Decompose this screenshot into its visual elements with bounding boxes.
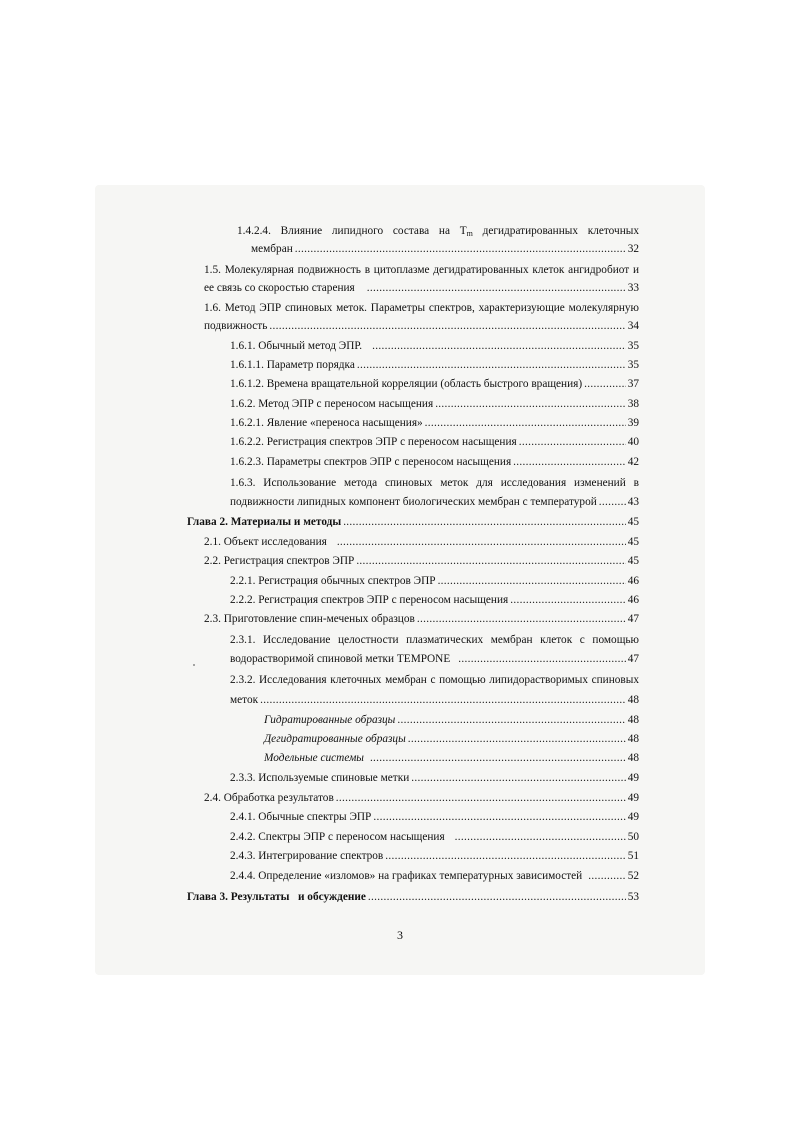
- toc-leader-dots: [385, 850, 625, 863]
- toc-entry-title: Гидратированные образцы: [264, 714, 396, 726]
- toc-entry-2-4-2[interactable]: [230, 831, 639, 844]
- toc-leader-dots: [438, 575, 626, 588]
- toc-entry-1-6-1-1[interactable]: [230, 359, 639, 372]
- toc-leader-dots: [510, 594, 625, 607]
- toc-page-number: 46: [627, 575, 639, 587]
- toc-leader-dots: [397, 714, 625, 727]
- toc-entry-title: Дегидратированные образцы: [264, 733, 406, 745]
- toc-entry-2-3-2[interactable]: [230, 674, 639, 687]
- toc-entry-text: 1.6.3. Использование метода спиновых меток для исследования изменений в: [230, 477, 639, 489]
- toc-entry-1-6-2-1[interactable]: [230, 417, 639, 430]
- toc-entry-hydrated-samples[interactable]: [264, 714, 639, 727]
- toc-page-number: 45: [627, 536, 639, 548]
- toc-entry-title: 1.6.1.2. Времена вращательной корреляции (область быстрого вращения): [230, 378, 583, 390]
- toc-page-number: 34: [627, 320, 639, 332]
- toc-page-number: 48: [627, 694, 639, 706]
- toc-entry-title: 2.2.1. Регистрация обычных спектров ЭПР: [230, 575, 436, 587]
- page-number: 3: [397, 928, 403, 942]
- toc-page-number: 45: [627, 516, 639, 528]
- toc-page-number: 49: [627, 792, 639, 804]
- toc-page-number: 51: [627, 850, 639, 862]
- toc-entry-title: 2.2. Регистрация спектров ЭПР: [204, 555, 355, 567]
- toc-entry-title: 2.4.1. Обычные спектры ЭПР: [230, 811, 372, 823]
- toc-page-number: 48: [627, 752, 639, 764]
- toc-entry-1-6-3[interactable]: [230, 477, 639, 490]
- toc-leader-dots: [417, 613, 626, 626]
- toc-leader-dots: [519, 436, 626, 449]
- toc-entry-title: 1.6.1.1. Параметр порядка: [230, 359, 355, 371]
- toc-entry-2-3-3[interactable]: [230, 772, 639, 785]
- toc-page-number: 48: [627, 733, 639, 745]
- toc-entry-text: 1.4.2.4. Влияние липидного состава на T: [237, 225, 467, 237]
- toc-entry-2-3-2-cont[interactable]: [230, 694, 639, 707]
- toc-entry-2-2-2[interactable]: [230, 594, 639, 607]
- toc-entry-title: 1.6.1. Обычный метод ЭПР.: [230, 340, 363, 352]
- toc-entry-1-5-cont[interactable]: [204, 282, 639, 295]
- toc-leader-dots: [599, 496, 626, 509]
- toc-page-number: 53: [627, 891, 639, 903]
- toc-page-number: 38: [627, 398, 639, 410]
- toc-leader-dots: [367, 282, 626, 295]
- toc-entry-text: 2.3.1. Исследование целостности плазматических мембран клеток с помощью: [230, 634, 639, 646]
- toc-page-number: 42: [627, 456, 639, 468]
- toc-entry-text: 1.6. Метод ЭПР спиновых меток. Параметры спектров, характеризующие молекулярную: [204, 302, 639, 314]
- toc-page-number: 40: [627, 436, 639, 448]
- toc-entry-text-end: дегидратированных клеточных: [472, 225, 639, 237]
- toc-page-number: 52: [627, 870, 639, 882]
- toc-entry-text: 2.3.2. Исследования клеточных мембран с помощью липидорастворимых спиновых: [230, 674, 639, 686]
- toc-page-number: 47: [627, 653, 639, 665]
- toc-entry-title: 2.3. Приготовление спин-меченых образцов: [204, 613, 415, 625]
- toc-entry-1-4-2-4-cont[interactable]: [251, 243, 639, 256]
- toc-page-number: 49: [627, 811, 639, 823]
- toc-entry-title: 1.6.2. Метод ЭПР с переносом насыщения: [230, 398, 434, 410]
- toc-entry-title: 2.3.3. Используемые спиновые метки: [230, 772, 410, 784]
- toc-leader-dots: [584, 378, 626, 391]
- toc-entry-2-4-3[interactable]: [230, 850, 639, 863]
- toc-entry-2-4-1[interactable]: [230, 811, 639, 824]
- toc-entry-1-6-2-2[interactable]: [230, 436, 639, 449]
- toc-page-number: 33: [627, 282, 639, 294]
- toc-leader-dots: [357, 359, 626, 372]
- toc-leader-dots: [513, 456, 626, 469]
- toc-entry-title: 2.4.3. Интегрирование спектров: [230, 850, 384, 862]
- toc-page-number: 45: [627, 555, 639, 567]
- toc-leader-dots: [435, 398, 626, 411]
- toc-entry-title: 2.4. Обработка результатов: [204, 792, 334, 804]
- toc-leader-dots: [372, 340, 626, 353]
- toc-entry-1-6-cont[interactable]: [204, 320, 639, 333]
- toc-leader-dots: [269, 320, 625, 333]
- toc-entry-title: 2.4.4. Определение «изломов» на графиках температурных зависимостей: [230, 870, 583, 882]
- toc-entry-2-3-1-cont[interactable]: [230, 653, 639, 666]
- toc-leader-dots: [370, 752, 626, 765]
- toc-page-number: 47: [627, 613, 639, 625]
- toc-entry-2-4-4[interactable]: [230, 870, 639, 883]
- toc-leader-dots: [356, 555, 625, 568]
- toc-entry-title: мембран: [251, 243, 293, 255]
- toc-entry-1-6-1[interactable]: [230, 340, 639, 353]
- toc-leader-dots: [588, 870, 625, 883]
- toc-entry-title: водорастворимой спиновой метки TEMPONE: [230, 653, 451, 665]
- toc-entry-1-6-2[interactable]: [230, 398, 639, 411]
- toc-entry-title: подвижности липидных компонент биологических мембран с температурой: [230, 496, 597, 508]
- toc-page-number: 49: [627, 772, 639, 784]
- toc-leader-dots: [458, 653, 625, 666]
- toc-leader-dots: [425, 417, 626, 430]
- toc-page-number: 43: [627, 496, 639, 508]
- toc-entry-1-4-2-4[interactable]: [237, 225, 639, 240]
- toc-entry-1-6-2-3[interactable]: [230, 456, 639, 469]
- toc-chapter-2[interactable]: [187, 516, 639, 529]
- toc-page-number: 37: [627, 378, 639, 390]
- toc-page-number: 35: [627, 359, 639, 371]
- toc-entry-title: Модельные системы: [264, 752, 364, 764]
- toc-entry-2-1[interactable]: [204, 536, 639, 549]
- toc-leader-dots: [336, 792, 626, 805]
- toc-entry-title: Глава 2. Материалы и методы: [187, 516, 342, 528]
- toc-entry-title: меток: [230, 694, 259, 706]
- toc-entry-title: 2.4.2. Спектры ЭПР с переносом насыщения: [230, 831, 445, 843]
- toc-page-number: 39: [627, 417, 639, 429]
- toc-leader-dots: [368, 891, 626, 904]
- toc-leader-dots: [408, 733, 626, 746]
- toc-page-number: 32: [627, 243, 639, 255]
- toc-entry-text: 1.5. Молекулярная подвижность в цитоплазме дегидратированных клеток ангидробиот и: [204, 264, 639, 276]
- toc-entry-dehydrated-samples[interactable]: [264, 733, 639, 746]
- toc-entry-title: ее связь со скоростью старения: [204, 282, 355, 294]
- toc-leader-dots: [337, 536, 626, 549]
- toc-entry-2-3-1[interactable]: [230, 634, 639, 647]
- toc-entry-1-6-3-cont[interactable]: [230, 496, 639, 509]
- toc-entry-title: 1.6.2.1. Явление «переноса насыщения»: [230, 417, 423, 429]
- toc-entry-1-6[interactable]: [204, 302, 639, 315]
- toc-leader-dots: [343, 516, 626, 529]
- toc-entry-model-systems[interactable]: [264, 752, 639, 765]
- toc-page-number: 50: [627, 831, 639, 843]
- toc-page-number: 48: [627, 714, 639, 726]
- toc-page-number: 35: [627, 340, 639, 352]
- toc-page-number: 46: [627, 594, 639, 606]
- toc-entry-title: Глава 3. Результаты и обсуждение: [187, 891, 366, 903]
- toc-leader-dots: [295, 243, 626, 256]
- toc-entry-title: 2.2.2. Регистрация спектров ЭПР с переносом насыщения: [230, 594, 509, 606]
- toc-leader-dots: [373, 811, 625, 824]
- toc-entry-1-5[interactable]: [204, 264, 639, 277]
- toc-entry-title: 2.1. Объект исследования: [204, 536, 327, 548]
- toc-entry-subscript: m: [466, 229, 473, 238]
- toc-entry-2-2[interactable]: [204, 555, 639, 568]
- toc-chapter-3[interactable]: [187, 891, 639, 904]
- toc-entry-2-2-1[interactable]: [230, 575, 639, 588]
- toc-entry-title: подвижность: [204, 320, 268, 332]
- toc-leader-dots: [455, 831, 626, 844]
- toc-entry-2-4[interactable]: [204, 792, 639, 805]
- toc-entry-title: 1.6.2.2. Регистрация спектров ЭПР с переносом насыщения: [230, 436, 517, 448]
- toc-entry-title: 1.6.2.3. Параметры спектров ЭПР с переносом насыщения: [230, 456, 512, 468]
- toc-leader-dots: [260, 694, 626, 707]
- toc-entry-2-3[interactable]: [204, 613, 639, 626]
- toc-entry-1-6-1-2[interactable]: [230, 378, 639, 391]
- toc-leader-dots: [411, 772, 625, 785]
